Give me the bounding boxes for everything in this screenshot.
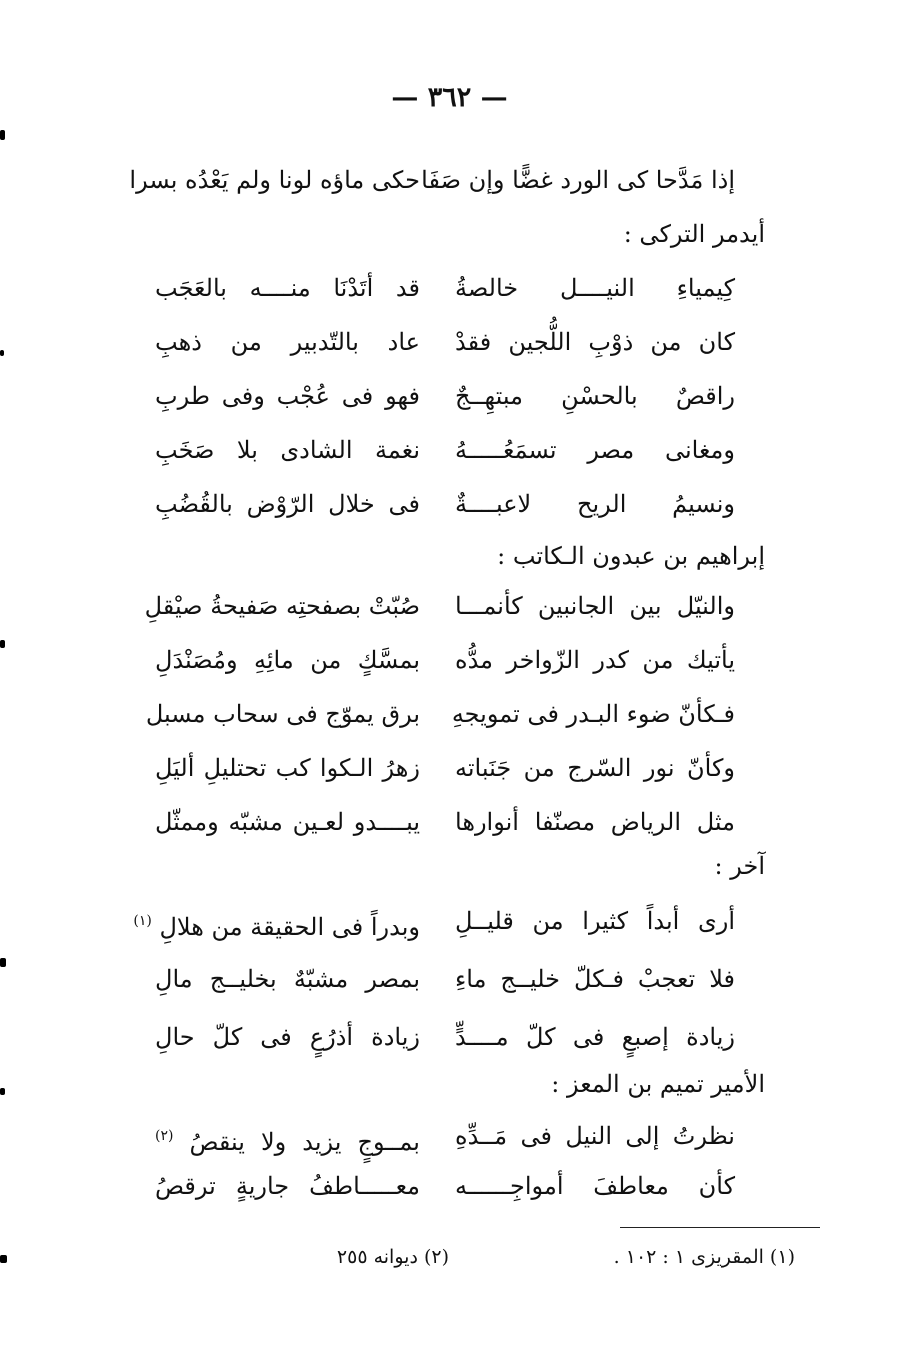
verse-line: [150, 478, 780, 530]
verse-first-hemistich: مثل الرياض مصنّفا أنوارها: [455, 808, 735, 836]
poet-heading: إبراهيم بن عبدون الـكاتب :: [497, 542, 765, 570]
page-number: — ٣٦٢ —: [391, 82, 508, 113]
margin-mark: [0, 130, 5, 140]
verse-line: [150, 742, 780, 794]
verse-first-hemistich: نظرتُ إلى النيل فى مَــدِّهِ: [455, 1122, 735, 1150]
verse-line: [150, 1160, 780, 1212]
verse-first-hemistich: وكأنّ نور السّرج من جَنَباته: [455, 754, 735, 782]
verse-first-hemistich: راقصٌ بالحسْنِ مبتهِــجٌ: [455, 382, 735, 410]
verse-second-hemistich: زيادة أذرُعٍ فى كلّ حالِ: [155, 1023, 420, 1051]
verse-second-hemistich: صُبّتْ بصفحتِه صَفيحةُ صيْقلِ: [144, 592, 420, 620]
footnote-marker: (٢): [155, 1128, 174, 1144]
verse-first-hemistich: أرى أبداً كثيرا من قليــلِ: [455, 907, 735, 935]
verse-second-hemistich: قد أتَدْنَا منــــه بالعَجَب: [155, 274, 420, 302]
verse-line: [133, 895, 780, 947]
verse-second-hemistich: بمصر مشبّهٌ بخليــج مالِ: [155, 965, 420, 993]
verse-line: [150, 634, 780, 686]
verse-first-hemistich: كان من ذوْبِ اللُّجين فقدْ: [455, 328, 735, 356]
verse-line: [144, 580, 780, 632]
verse-second-hemistich-text: بمــوجٍ يزيد ولا ينقصُ: [189, 1128, 420, 1156]
footnote-marker: (١): [133, 913, 152, 929]
footnote-separator: [620, 1227, 820, 1228]
footnote: (١) المقريزى ١ : ١٠٢ .: [613, 1246, 795, 1268]
poet-heading: آخر :: [714, 852, 765, 880]
verse-line: [150, 424, 780, 476]
verse-line: [150, 1011, 780, 1063]
verse-first-hemistich: فلا تعجبْ فـكلّ خليــج ماءِ: [455, 965, 735, 993]
verse-line: [150, 953, 780, 1005]
verse-second-hemistich: حكى ماؤه لونا ولم يَعْدُه بسرا: [129, 166, 420, 194]
verse-first-hemistich: كِيمياءِ النيــــل خالصةُ: [455, 274, 735, 302]
verse-first-hemistich: ونسيمُ الريح لاعبــــةٌ: [455, 490, 735, 518]
verse-line: [150, 370, 780, 422]
verse-first-hemistich: كأن معاطفَ أمواجِــــــه: [455, 1172, 735, 1200]
verse-first-hemistich: يأتيك من كدر الزّواخر مدُّه: [455, 646, 735, 674]
margin-mark: [0, 1088, 5, 1095]
verse-line: [150, 796, 780, 848]
verse-second-hemistich: [133, 895, 420, 953]
margin-mark: [0, 350, 4, 356]
verse-first-hemistich: فـكأنّ ضوء البـدر فى تمويجهِ: [451, 700, 735, 728]
verse-first-hemistich: إذا مَدَّحا كى الورد غضًّا وإن صَفَا: [421, 166, 735, 194]
verse-second-hemistich: عاد بالتّدبير من ذهبِ: [155, 328, 420, 356]
poet-heading: الأمير تميم بن المعز :: [551, 1070, 765, 1098]
verse-second-hemistich: فهو فى عُجْب وفى طربِ: [155, 382, 420, 410]
verse-second-hemistich: زهرُ الـكوا كب تحتليلِ أليَلِ: [155, 754, 420, 782]
verse-line: [129, 154, 780, 206]
margin-mark: [0, 958, 6, 967]
verse-first-hemistich: زيادة إصبعٍ فى كلّ مــــدٍّ: [455, 1023, 735, 1051]
margin-mark: [0, 1255, 7, 1263]
verse-line: [150, 316, 780, 368]
verse-line: [150, 1110, 780, 1162]
verse-second-hemistich: نغمة الشادى بلا صَخَبِ: [155, 436, 420, 464]
verse-second-hemistich: يبــــدو لعـين مشبّه وممثّل: [155, 808, 420, 836]
verse-first-hemistich: ومغانى مصر تسمَعُـــــهُ: [455, 436, 735, 464]
verse-second-hemistich: بمسَّكٍ من مائِهِ ومُصَنْدَلِ: [155, 646, 420, 674]
footnote: (٢) ديوانه ٢٥٥: [336, 1246, 449, 1268]
verse-second-hemistich: فى خلال الرّوْض بالقُضُبِ: [155, 490, 420, 518]
margin-mark: [0, 640, 5, 648]
poet-heading: أيدمر التركى :: [623, 220, 765, 248]
verse-second-hemistich: برق يموّج فى سحاب مسبل: [145, 700, 420, 728]
verse-line: [150, 262, 780, 314]
verse-line: [145, 688, 780, 740]
verse-first-hemistich: والنيّل بين الجانبين كأنمـــا: [455, 592, 735, 620]
verse-second-hemistich: معـــــاطفُ جاريةٍ ترقصُ: [155, 1172, 420, 1200]
verse-second-hemistich-text: وبدراً فى الحقيقة من هلالِ: [159, 913, 420, 941]
